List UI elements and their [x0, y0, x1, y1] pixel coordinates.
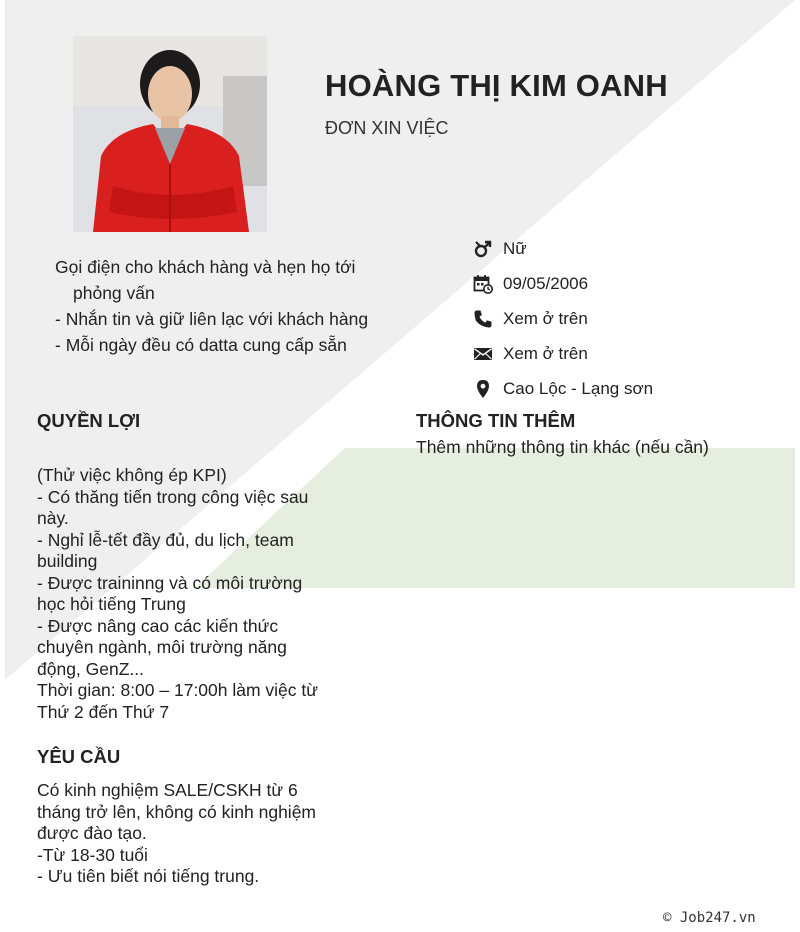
- benefits-heading: QUYỀN LỢI: [37, 410, 141, 431]
- benefit-line: - Được nâng cao các kiến thức: [37, 615, 279, 636]
- profile-photo: [73, 36, 267, 232]
- benefit-line: động, GenZ...: [37, 658, 145, 679]
- objective-line: Gọi điện cho khách hàng và hẹn họ tới: [55, 257, 356, 277]
- objective-line: phỏng vấn: [73, 283, 155, 303]
- birthday-value: 09/05/2006: [503, 273, 589, 293]
- requirement-line: - Ưu tiên biết nói tiếng trung.: [37, 866, 260, 886]
- address-value: Cao Lộc - Lạng sơn: [503, 378, 654, 398]
- calendar-icon: [472, 273, 494, 295]
- benefit-line: này.: [37, 508, 69, 528]
- requirement-line: được đào tạo.: [37, 823, 147, 843]
- requirement-line: tháng trở lên, không có kinh nghiệm: [37, 801, 317, 822]
- contact-gender: [472, 231, 772, 266]
- objective-section: [55, 254, 385, 358]
- contact-birthday: [472, 266, 772, 301]
- extra-info-heading: THÔNG TIN THÊM: [416, 410, 576, 431]
- location-pin-icon: [472, 378, 494, 400]
- benefit-line: Thứ 2 đến Thứ 7: [37, 701, 170, 722]
- objective-line: - Mỗi ngày đều có datta cung cấp sẵn: [55, 335, 347, 355]
- requirement-line: -Từ 18-30 tuổi: [37, 844, 148, 865]
- profile-photo-illustration: [73, 36, 267, 232]
- email-value: Xem ở trên: [503, 343, 588, 363]
- benefit-line: - Nghỉ lễ-tết đầy đủ, du lịch, team: [37, 529, 294, 550]
- contact-email: [472, 336, 772, 371]
- benefit-line: học hỏi tiếng Trung: [37, 594, 186, 614]
- benefit-line: Thời gian: 8:00 – 17:00h làm việc từ: [37, 680, 318, 700]
- benefits-section: [37, 465, 337, 723]
- benefit-line: - Được traininng và có môi trường: [37, 572, 303, 593]
- document-subtitle: ĐƠN XIN VIỆC: [325, 118, 449, 138]
- objective-line: - Nhắn tin và giữ liên lạc với khách hàng: [55, 309, 369, 329]
- extra-info-text: Thêm những thông tin khác (nếu cần): [416, 437, 709, 457]
- gender-icon: [472, 238, 494, 260]
- contact-address: [472, 371, 772, 406]
- contact-phone: [472, 301, 772, 336]
- phone-value: Xem ở trên: [503, 308, 588, 328]
- benefit-line: - Có thăng tiến trong công việc sau: [37, 486, 309, 507]
- requirements-heading: YÊU CẦU: [37, 746, 121, 767]
- mail-icon: [472, 343, 494, 365]
- phone-icon: [472, 308, 494, 330]
- requirement-line: Có kinh nghiệm SALE/CSKH từ 6: [37, 780, 298, 800]
- gender-value: Nữ: [503, 238, 527, 258]
- copyright-link[interactable]: © Job247.vn: [663, 910, 756, 926]
- benefit-line: (Thử việc không ép KPI): [37, 465, 227, 485]
- requirements-section: [37, 780, 337, 888]
- benefit-line: building: [37, 551, 98, 571]
- contact-info: [472, 231, 772, 406]
- benefit-line: chuyên ngành, môi trường năng: [37, 637, 287, 657]
- candidate-name: HOÀNG THỊ KIM OANH: [325, 68, 668, 103]
